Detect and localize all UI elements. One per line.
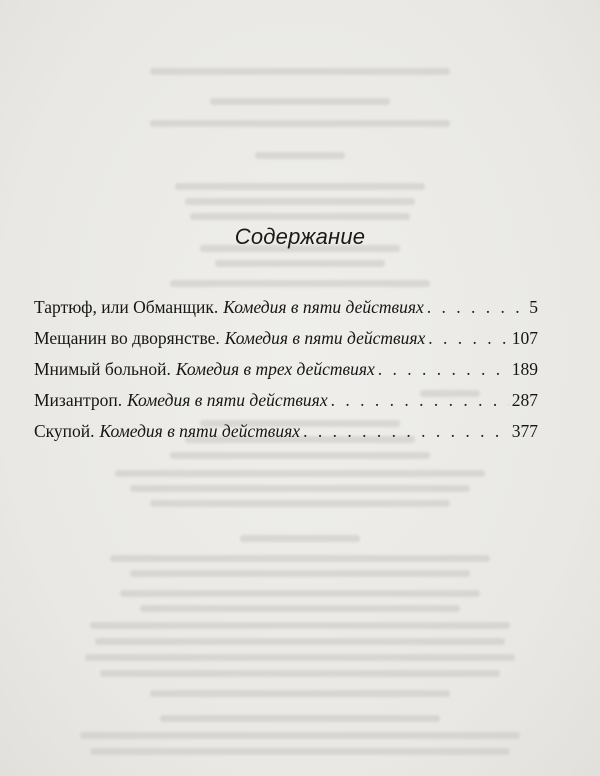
toc-entry-title: Скупой.: [34, 421, 95, 441]
dot-leader: [427, 297, 526, 318]
toc-entry[interactable]: [34, 297, 538, 328]
toc-entry-subtitle: Комедия в пяти действиях: [223, 297, 424, 317]
dot-leader: [428, 328, 508, 349]
toc-entry-title: Мизантроп.: [34, 390, 123, 410]
toc-entry-subtitle: Комедия в пяти действиях: [127, 390, 328, 410]
dot-leader: [378, 359, 509, 380]
toc-entry-page: 377: [511, 421, 538, 441]
toc-entry[interactable]: [34, 421, 538, 452]
contents-heading: Содержание: [234, 224, 366, 249]
toc-entry-page: 107: [511, 328, 538, 348]
dot-leader: [331, 390, 509, 411]
dot-leader: [303, 421, 509, 442]
toc-entry-subtitle: Комедия в трех действиях: [175, 359, 375, 379]
toc-entry-title: Тартюф, или Обманщик.: [34, 297, 219, 317]
table-of-contents: [34, 297, 538, 452]
toc-entry-page: 287: [511, 390, 538, 410]
toc-entry-title: Мнимый больной.: [34, 359, 171, 379]
toc-entry-subtitle: Комедия в пяти действиях: [99, 421, 301, 441]
toc-entry-page: 189: [511, 359, 538, 379]
toc-entry-page: 5: [529, 297, 538, 317]
toc-entry-title: Мещанин во дворянстве.: [34, 328, 220, 348]
toc-entry[interactable]: [34, 359, 538, 390]
toc-entry[interactable]: [34, 328, 538, 359]
toc-entry-subtitle: Комедия в пяти действиях: [224, 328, 426, 348]
toc-entry[interactable]: [34, 390, 538, 421]
